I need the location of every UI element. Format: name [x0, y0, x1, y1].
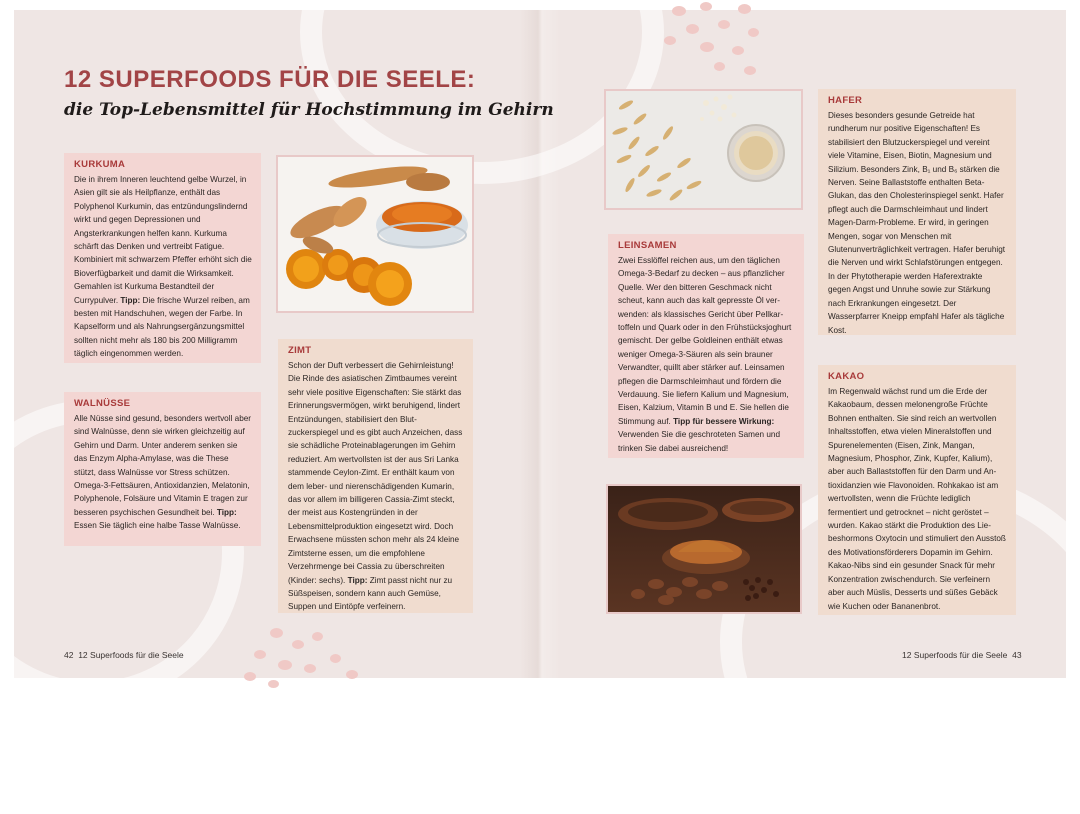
section-title: LEINSAMEN	[618, 240, 677, 251]
section-text: Alle Nüsse sind gesund, besonders wertvoll aber sind Walnüsse, denn sie wirken gleichzeitig auf Gehirn und Darm. Unter anderem senken sie das Enzym Alpha-Amylase, was die These stützt, dass Walnüsse vor Stress schützen. Omega-3-Fettsäuren, Antioxidanzien, Melatonin, Polyphenole, Folsäure und Vitamin E tragen zur besseren psychischen Gesundheit bei. Tipp: Essen Sie täglich eine halbe Tasse Walnüsse.	[74, 414, 252, 531]
section-text: Schon der Duft verbessert die Gehirnleistung! Die Rinde des asiatischen Zimtbaumes vereint sehr viele positive Eigenschaften: Sie stärkt das Erinnerungsvermögen, wirkt beruhigend, lindert Entzündungen, stabilisiert den Blutzuckerspiegel und es gibt auch Anzeichen, dass sie schädliche Proteinablagerungen im Gehirn reduziert. Am wertvollsten ist der aus Sri Lanka stammende Ceylon-Zimt. Er enthält kaum von dem leber- und nierenschädigenden Kumarin, das vor allem im billigeren Cassia-Zimt steckt, der meist aus Kostengründen in der Lebensmittelproduktion eingesetzt wird. Doch Erwachsene müssten schon mehr als 24 kleine Zimtsterne essen, um die empfohlene Verzehrmenge bei Cassia zu überschreiten (Kinder: sechs). Tipp: Zimt passt nicht nur zu Süßspeisen, sondern kann auch Gemüse, Suppen und Eintöpfe verfeinern.	[288, 361, 463, 612]
page-number: 43	[1012, 650, 1022, 660]
running-title: 12 Superfoods für die Seele	[78, 650, 184, 660]
section-title: KURKUMA	[74, 159, 126, 170]
section-title: ZIMT	[288, 345, 312, 356]
section-zimt	[278, 339, 473, 613]
section-title: KAKAO	[828, 371, 865, 382]
section-kurkuma	[64, 153, 261, 363]
page-number: 42	[64, 650, 74, 660]
section-title: HAFER	[828, 95, 863, 106]
page-title: 12 SUPERFOODS FÜR DIE SEELE:	[64, 66, 476, 93]
footer-right	[902, 650, 1022, 660]
section-leinsamen	[608, 234, 804, 458]
section-text: Zwei Esslöffel reichen aus, um den täglichen Omega-3-Bedarf zu decken – aus pflanzlicher Quelle. Wer den bitteren Geschmack nicht scheut, kann auch das kalt gepresste Öl verwenden: als klassisches Gericht über Pellkartoffeln und Quark oder in den Frühstücksjoghurt gemischt. Der gelbe Goldleinen enthält etwas weniger Omega-3-Säuren als sein brauner Verwandter, quillt aber stärker auf. Leinsamen pflegen die Darmschleimhaut und fördern die Verdauung. Sie liefern Kalium und Magnesium, Eisen, Kalzium, Vitamin B und E. Sie hellen die Stimmung auf. Tipp für bessere Wirkung: Verwenden Sie die geschroteten Samen und trinken Sie dabei ausreichend!	[618, 256, 792, 453]
section-hafer	[818, 89, 1016, 335]
turmeric-photo	[276, 155, 474, 313]
footer-left	[64, 650, 184, 660]
running-title: 12 Superfoods für die Seele	[902, 650, 1008, 660]
section-text: Im Regenwald wächst rund um die Erde der Kakaobaum, dessen melonengroße Früchte Bohnen enthalten. Sie sind reich an wertvollen Inhaltsstoffen, etwa vielen Mineralstoffen und Spurenelementen (Eisen, Zink, Mangan, Magnesium, Phosphor, Zink, Kupfer, Kalium), aber auch Ballaststoffen für den Darm und Antioxidanzien wie Flavonoiden. Rohkakao ist am wertvollsten, wenn die Früchte lediglich fermentiert und getrocknet – nicht geröstet – wurden. Kakao stärkt die Produktion des Liebeshormons Oxytocin und stimuliert den Ausstoß des Motivationsförderers Dopamin im Gehirn. Kakao-Nibs sind ein gesunder Snack für mehr Konzentration zwischendurch. Sie verfeinern aber auch Müslis, Desserts und süßes Gebäck wie Kuchen oder Bananenbrot.	[828, 387, 1006, 611]
cocoa-photo	[606, 484, 802, 614]
oats-photo	[604, 89, 803, 210]
section-text: Dieses besonders gesunde Getreide hat rundherum nur positive Eigenschaften! Es stabilisiert den Blutzuckerspiegel und vereint viele Vitamine, Eisen, Biotin, Magnesium und Silizium. Besonders Zink, B₁ und B₆ stärken die Nerven. Seine Ballaststoffe enthalten Beta-Glukan, das den Cholesterinspiegel senkt. Hafer pflegt auch die Darmschleimhaut und lindert Magen-Darm-Probleme. Er wird, in geringen Mengen, sogar von Menschen mit Glutenunverträglichkeit vertragen. Hafer beruhigt die Nerven und wirkt Schlafstörungen entgegen. In der Phytotherapie werden Haferextrakte gegen Angst und Unruhe sowie zur Stärkung nach Erkrankungen eingesetzt. Der Wasserpfarrer Kneipp empfahl Hafer als tägliche Kost.	[828, 111, 1006, 335]
page-subtitle: die Top-Lebensmittel für Hochstimmung im Gehirn	[64, 100, 554, 120]
section-text: Die in ihrem Inneren leuchtend gelbe Wurzel, in Asien gilt sie als Heilpflanze, enthält das Polyphenol Kurkumin, das entzündungslindernd wirkt und gegen Depressionen und Angsterkrankungen helfen kann. Kurkuma schärft das Denken und vertreibt Fatigue. Kombiniert mit schwarzem Pfeffer erhöht sich die Bioverfügbarkeit und damit die Wirksamkeit. Gemahlen ist Kurkuma Bestandteil der Currypulver. Tipp: Die frische Wurzel reiben, am besten mit Handschuhen, wegen der Farbe. In Kapselform und als Nahrungsergänzungsmittel sollten nicht mehr als 180 bis 200 Milligramm täglich eingenommen werden.	[74, 175, 252, 359]
section-walnuesse	[64, 392, 261, 546]
section-kakao	[818, 365, 1016, 615]
section-title: WALNÜSSE	[74, 398, 131, 409]
